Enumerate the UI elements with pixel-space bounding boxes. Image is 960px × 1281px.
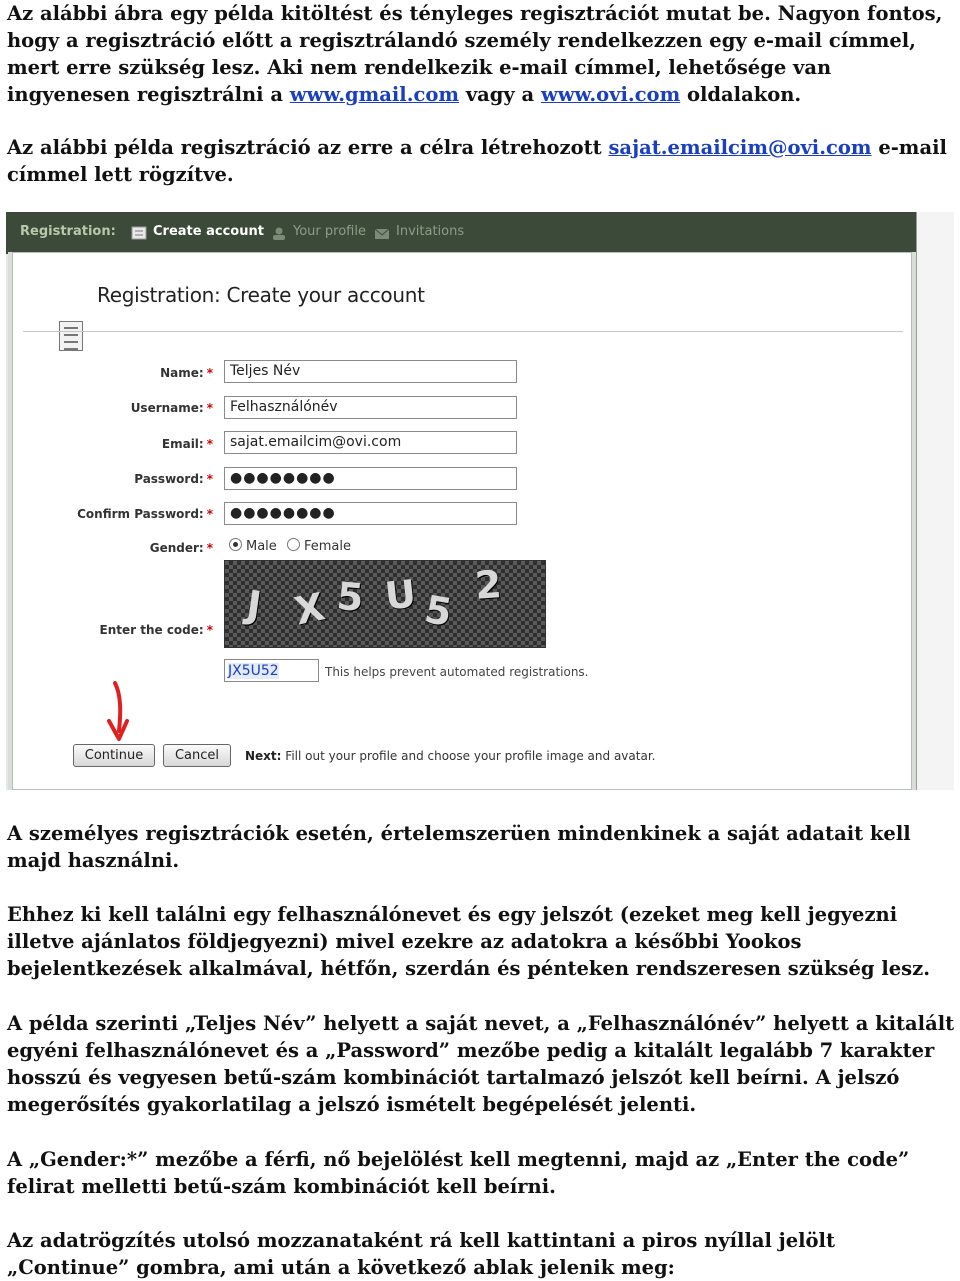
radio-selected-icon [229, 538, 242, 551]
gmail-link[interactable]: www.gmail.com [289, 83, 460, 106]
paragraph-continue: Az adatrögzítés utolsó mozzanataként rá kell kattintani a piros nyíllal jelölt „Continue” gombra, ami után a következő ablak jelenik meg: [7, 1229, 835, 1279]
captcha-image [224, 560, 546, 648]
intro-paragraph [7, 0, 955, 108]
radio-unselected-icon [287, 538, 300, 551]
registration-stepbar-label: Registration: [20, 224, 116, 239]
paragraph-username-password: Ehhez ki kell találni egy felhasználónevet és egy jelszót (ezeket meg kell jegyezni illetve ajánlatos földjegyezni) mivel ezekre az adatokra a későbbi Yookos bejelentkezések alkalmával, hétfőn, szerdán és pénteken rendszeresen szükség lesz. [7, 903, 930, 980]
step-create-account[interactable]: Create account [153, 224, 264, 239]
captcha-code-input[interactable]: JX5U52 [224, 659, 319, 682]
intro-text: Az alábbi ábra egy példa kitöltést és tényleges regisztrációt mutat be. Nagyon fontos, hogy a regisztráció előtt a regisztrálandó személy rendelkezzen egy e-mail címmel, mert erre szükség lesz. Aki nem rendelkezik e-mail címmel, lehetősége van ingyenesen regisztrálni a [7, 2, 943, 106]
document-icon [59, 321, 83, 351]
username-field[interactable]: Felhasználónév [224, 396, 517, 419]
ovi-link[interactable]: www.ovi.com [540, 83, 681, 106]
profile-icon [271, 225, 287, 239]
title-divider [23, 331, 903, 332]
password-label: Password: * [134, 472, 213, 486]
gender-label: Gender: * [149, 541, 213, 555]
password-field[interactable]: ●●●●●●●● [224, 467, 517, 490]
paragraph-field-instructions: A példa szerinti „Teljes Név” helyett a saját nevet, a „Felhasználónév” helyett a kitalált egyéni felhasználónevet és a „Password” mezőbe pedig a kitalált legalább 7 karakter hosszú és vegyesen betű-szám kombinációt tartalmazó jelszót kell beírni. A jelszó megerősítés gyakorlatilag a jelszó ismételt begépelését jelenti. [7, 1012, 955, 1116]
email-label: Email: * [161, 437, 213, 451]
registration-screenshot [6, 212, 954, 790]
example-before-text: Az alábbi példa regisztráció az erre a célra létrehozott [7, 136, 602, 159]
gender-male-radio[interactable]: Male [229, 538, 277, 554]
screenshot-scroll-area [916, 212, 954, 790]
name-label: Name: * [160, 366, 213, 380]
captcha-char: J [244, 582, 265, 628]
cancel-button[interactable]: Cancel [163, 744, 231, 767]
paragraph-gender-code: A „Gender:*” mezőbe a férfi, nő bejelölést kell megtenni, majd az „Enter the code” felirat melletti betű-szám kombinációt kell beírni. [7, 1148, 910, 1198]
captcha-char: X [290, 584, 329, 634]
name-field[interactable]: Teljes Név [224, 360, 517, 383]
username-label: Username: * [130, 401, 213, 415]
captcha-char: 5 [335, 573, 366, 621]
code-label: Enter the code: * [99, 623, 213, 637]
intro-mid-text: vagy a [465, 83, 535, 106]
gender-female-radio[interactable]: Female [287, 538, 351, 554]
create-account-icon [131, 225, 147, 239]
intro-end-text: oldalakon. [687, 83, 802, 106]
continue-button[interactable]: Continue [73, 744, 155, 767]
registration-stepbar [6, 212, 916, 254]
example-after-text: e-mail címmel lett rögzítve. [7, 136, 947, 186]
registration-title: Registration: Create your account [97, 283, 425, 307]
captcha-char: 2 [473, 562, 503, 608]
red-arrow-icon [107, 681, 131, 743]
invitations-icon [374, 225, 390, 239]
registration-panel [8, 252, 916, 790]
captcha-hint: This helps prevent automated registrations. [325, 665, 589, 679]
paragraph-personal-data: A személyes regisztrációk esetén, értelemszerüen mindenkinek a saját adatait kell majd használni. [7, 822, 911, 872]
example-paragraph [7, 134, 955, 188]
email-field[interactable]: sajat.emailcim@ovi.com [224, 431, 517, 454]
captcha-char: 5 [421, 587, 456, 635]
captcha-char: U [382, 571, 419, 619]
confirm-password-label: Confirm Password: * [77, 507, 213, 521]
registration-card [12, 252, 912, 790]
confirm-password-field[interactable]: ●●●●●●●● [224, 502, 517, 525]
step-invitations[interactable]: Invitations [396, 224, 465, 239]
step-your-profile[interactable]: Your profile [293, 224, 366, 239]
example-email-link[interactable]: sajat.emailcim@ovi.com [608, 136, 872, 159]
next-step-text: Next: Fill out your profile and choose your profile image and avatar. [245, 749, 656, 763]
